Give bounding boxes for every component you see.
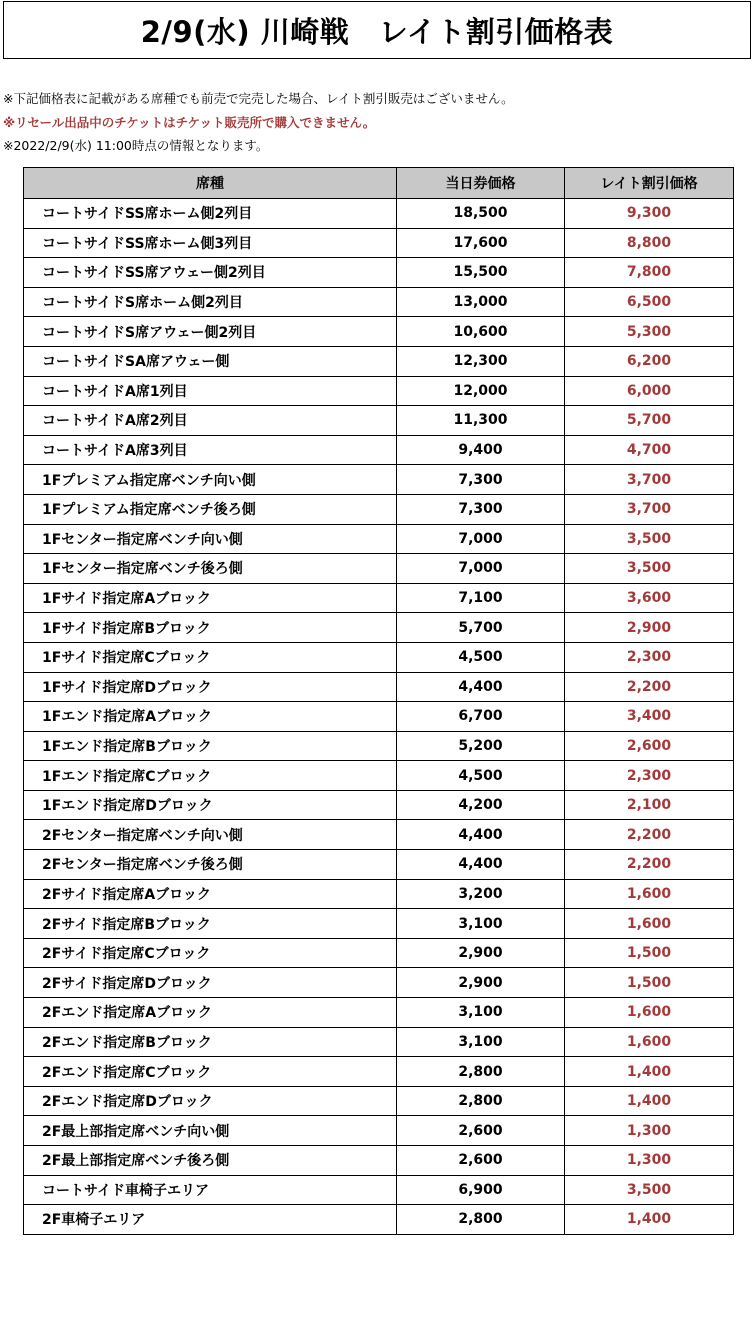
late-price-cell: 2,300 (565, 642, 734, 672)
day-price-cell: 6,900 (397, 1175, 565, 1205)
seat-type-cell: コートサイドSS席アウェー側2列目 (24, 258, 397, 288)
table-row (24, 938, 734, 968)
table-row (24, 1146, 734, 1176)
late-price-cell: 2,900 (565, 613, 734, 643)
day-price-cell: 4,500 (397, 642, 565, 672)
seat-type-cell: 1Fエンド指定席Bブロック (24, 731, 397, 761)
late-price-cell: 6,500 (565, 287, 734, 317)
table-row (24, 346, 734, 376)
late-price-cell: 2,100 (565, 790, 734, 820)
table-row (24, 1205, 734, 1235)
late-price-cell: 2,200 (565, 820, 734, 850)
late-price-cell: 1,500 (565, 938, 734, 968)
late-price-cell: 3,500 (565, 1175, 734, 1205)
table-row (24, 583, 734, 613)
late-price-cell: 4,700 (565, 435, 734, 465)
table-row (24, 790, 734, 820)
day-price-cell: 3,200 (397, 879, 565, 909)
day-price-cell: 3,100 (397, 1027, 565, 1057)
day-price-cell: 4,200 (397, 790, 565, 820)
day-price-cell: 7,300 (397, 494, 565, 524)
table-row (24, 731, 734, 761)
table-header-row (24, 168, 734, 199)
table-row (24, 1116, 734, 1146)
late-price-cell: 2,200 (565, 850, 734, 880)
seat-type-cell: 2Fセンター指定席ベンチ後ろ側 (24, 850, 397, 880)
day-price-cell: 12,000 (397, 376, 565, 406)
seat-type-cell: 2F最上部指定席ベンチ後ろ側 (24, 1146, 397, 1176)
table-row (24, 820, 734, 850)
table-row (24, 199, 734, 229)
seat-type-cell: 2Fサイド指定席Cブロック (24, 938, 397, 968)
day-price-cell: 10,600 (397, 317, 565, 347)
seat-type-cell: 2Fサイド指定席Dブロック (24, 968, 397, 998)
table-row (24, 702, 734, 732)
seat-type-cell: 2Fセンター指定席ベンチ向い側 (24, 820, 397, 850)
table-row (24, 287, 734, 317)
late-price-cell: 2,200 (565, 672, 734, 702)
day-price-cell: 9,400 (397, 435, 565, 465)
title-box (3, 1, 751, 59)
seat-type-cell: 2Fエンド指定席Bブロック (24, 1027, 397, 1057)
day-price-cell: 7,300 (397, 465, 565, 495)
table-row (24, 406, 734, 436)
table-row (24, 465, 734, 495)
seat-type-cell: 2F最上部指定席ベンチ向い側 (24, 1116, 397, 1146)
late-price-cell: 1,600 (565, 909, 734, 939)
late-price-cell: 7,800 (565, 258, 734, 288)
table-row (24, 258, 734, 288)
seat-type-cell: 2Fエンド指定席Cブロック (24, 1057, 397, 1087)
late-price-cell: 1,600 (565, 879, 734, 909)
seat-type-cell: コートサイドA席1列目 (24, 376, 397, 406)
late-price-cell: 6,000 (565, 376, 734, 406)
seat-type-cell: 2Fサイド指定席Aブロック (24, 879, 397, 909)
seat-type-cell: 1Fサイド指定席Aブロック (24, 583, 397, 613)
table-row (24, 761, 734, 791)
notes (3, 87, 753, 158)
seat-type-cell: コートサイドA席2列目 (24, 406, 397, 436)
day-price-cell: 4,500 (397, 761, 565, 791)
seat-type-cell: コートサイドSS席ホーム側3列目 (24, 228, 397, 258)
seat-type-cell: 2F車椅子エリア (24, 1205, 397, 1235)
seat-type-cell: 1Fサイド指定席Dブロック (24, 672, 397, 702)
table-row (24, 554, 734, 584)
day-price-cell: 2,600 (397, 1116, 565, 1146)
day-price-cell: 2,800 (397, 1086, 565, 1116)
seat-type-cell: コートサイドS席ホーム側2列目 (24, 287, 397, 317)
seat-type-cell: 1Fエンド指定席Cブロック (24, 761, 397, 791)
day-price-cell: 12,300 (397, 346, 565, 376)
late-price-cell: 6,200 (565, 346, 734, 376)
seat-type-cell: 2Fエンド指定席Dブロック (24, 1086, 397, 1116)
day-price-cell: 2,600 (397, 1146, 565, 1176)
table-row (24, 968, 734, 998)
late-price-cell: 3,500 (565, 524, 734, 554)
note-resale-warning: ※リセール出品中のチケットはチケット販売所で購入できません。 (3, 114, 376, 130)
table-row (24, 1027, 734, 1057)
seat-type-cell: コートサイドA席3列目 (24, 435, 397, 465)
table-row (24, 1057, 734, 1087)
late-price-cell: 3,400 (565, 702, 734, 732)
late-price-cell: 1,400 (565, 1086, 734, 1116)
table-row (24, 228, 734, 258)
table-row (24, 850, 734, 880)
header-day-price: 当日券価格 (397, 168, 565, 199)
seat-type-cell: 1Fサイド指定席Bブロック (24, 613, 397, 643)
day-price-cell: 5,700 (397, 613, 565, 643)
late-price-cell: 5,300 (565, 317, 734, 347)
day-price-cell: 2,800 (397, 1205, 565, 1235)
late-price-cell: 3,600 (565, 583, 734, 613)
note-info-timestamp: ※2022/2/9(水) 11:00時点の情報となります。 (3, 138, 269, 153)
table-row (24, 1086, 734, 1116)
late-price-cell: 9,300 (565, 199, 734, 229)
page-title: 2/9(水) 川崎戦 レイト割引価格表 (140, 14, 614, 49)
table-row (24, 909, 734, 939)
table-row (24, 435, 734, 465)
table-body (24, 199, 734, 1235)
table-row (24, 879, 734, 909)
day-price-cell: 3,100 (397, 998, 565, 1028)
late-price-cell: 1,600 (565, 998, 734, 1028)
table-row (24, 642, 734, 672)
day-price-cell: 7,000 (397, 554, 565, 584)
table-row (24, 376, 734, 406)
seat-type-cell: 1Fセンター指定席ベンチ後ろ側 (24, 554, 397, 584)
day-price-cell: 13,000 (397, 287, 565, 317)
late-price-cell: 5,700 (565, 406, 734, 436)
late-price-cell: 3,700 (565, 494, 734, 524)
seat-type-cell: 2Fサイド指定席Bブロック (24, 909, 397, 939)
day-price-cell: 18,500 (397, 199, 565, 229)
seat-type-cell: 1Fセンター指定席ベンチ向い側 (24, 524, 397, 554)
seat-type-cell: 1Fエンド指定席Dブロック (24, 790, 397, 820)
seat-type-cell: 1Fプレミアム指定席ベンチ向い側 (24, 465, 397, 495)
day-price-cell: 7,000 (397, 524, 565, 554)
late-price-cell: 3,700 (565, 465, 734, 495)
note-sold-out: ※下記価格表に記載がある席種でも前売で完売した場合、レイト割引販売はございません。 (3, 91, 514, 106)
late-price-cell: 1,300 (565, 1116, 734, 1146)
day-price-cell: 3,100 (397, 909, 565, 939)
table-row (24, 672, 734, 702)
price-table (23, 167, 734, 1235)
table-row (24, 1175, 734, 1205)
day-price-cell: 2,800 (397, 1057, 565, 1087)
day-price-cell: 11,300 (397, 406, 565, 436)
day-price-cell: 15,500 (397, 258, 565, 288)
seat-type-cell: コートサイドSA席アウェー側 (24, 346, 397, 376)
late-price-cell: 1,300 (565, 1146, 734, 1176)
late-price-cell: 1,500 (565, 968, 734, 998)
header-seat-type: 席種 (24, 168, 397, 199)
day-price-cell: 7,100 (397, 583, 565, 613)
late-price-cell: 1,400 (565, 1205, 734, 1235)
day-price-cell: 17,600 (397, 228, 565, 258)
seat-type-cell: コートサイドSS席ホーム側2列目 (24, 199, 397, 229)
table-row (24, 494, 734, 524)
late-price-cell: 2,600 (565, 731, 734, 761)
table-row (24, 524, 734, 554)
late-price-cell: 8,800 (565, 228, 734, 258)
day-price-cell: 5,200 (397, 731, 565, 761)
table-row (24, 317, 734, 347)
day-price-cell: 2,900 (397, 938, 565, 968)
late-price-cell: 2,300 (565, 761, 734, 791)
header-late-price: レイト割引価格 (565, 168, 734, 199)
late-price-cell: 1,400 (565, 1057, 734, 1087)
seat-type-cell: 1Fプレミアム指定席ベンチ後ろ側 (24, 494, 397, 524)
seat-type-cell: 1Fエンド指定席Aブロック (24, 702, 397, 732)
late-price-cell: 1,600 (565, 1027, 734, 1057)
table-row (24, 613, 734, 643)
late-price-cell: 3,500 (565, 554, 734, 584)
seat-type-cell: コートサイド車椅子エリア (24, 1175, 397, 1205)
day-price-cell: 4,400 (397, 850, 565, 880)
table-row (24, 998, 734, 1028)
day-price-cell: 4,400 (397, 672, 565, 702)
day-price-cell: 6,700 (397, 702, 565, 732)
day-price-cell: 2,900 (397, 968, 565, 998)
day-price-cell: 4,400 (397, 820, 565, 850)
seat-type-cell: 1Fサイド指定席Cブロック (24, 642, 397, 672)
seat-type-cell: コートサイドS席アウェー側2列目 (24, 317, 397, 347)
seat-type-cell: 2Fエンド指定席Aブロック (24, 998, 397, 1028)
